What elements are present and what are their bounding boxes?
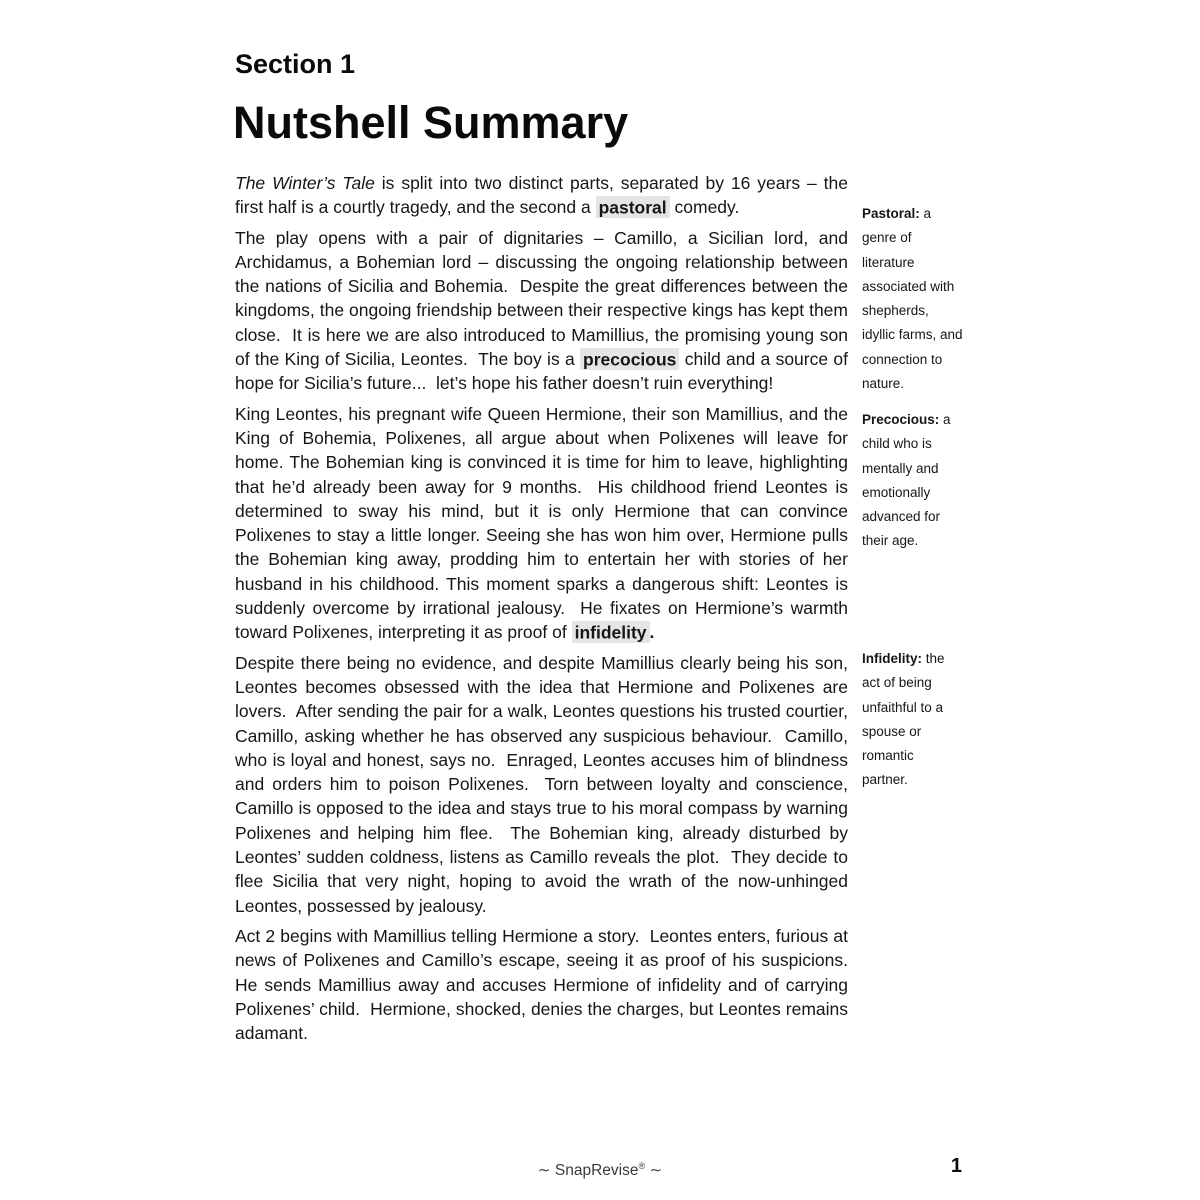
paragraph-2: The play opens with a pair of dignitaries – Camillo, a Sicilian lord, and Archidamus, a Bohemian lord – discussing the ongoing relationship between the nations of Sicilia and Bohemia. Despite the great differences between the kingdoms, the ongoing friendship between their respective kings has kept them close. It is here we are also introduced to Mamillius, the promising young son of the King of Sicilia, Leontes. The boy is a precocious child and a source of hope for Sicilia’s future... let’s hope his father doesn’t ruin everything!	[235, 227, 853, 394]
margin-glossary	[862, 0, 963, 1200]
definition-text: a genre of literature associated with shepherds, idyllic farms, and connection to nature.	[862, 206, 963, 392]
tilde-ornament: ∼	[537, 1162, 551, 1180]
definition-text: the act of being unfaithful to a spouse or romantic partner.	[862, 651, 945, 788]
definition-text: a child who is mentally and emotionally advanced for their age.	[862, 412, 951, 549]
page-number: 1	[950, 1155, 962, 1177]
section-heading: Section 1	[235, 49, 356, 79]
paragraph-3: King Leontes, his pregnant wife Queen Hermione, their son Mamillius, and the King of Bohemia, Polixenes, all argue about when Polixenes will leave for home. The Bohemian king is convinced it is time for him to leave, highlighting that he’d already been away for 9 months. His childhood friend Leontes is determined to sway his mind, but it is only Hermione that can convince Polixenes to stay a little longer. Seeing she has won him over, Hermione pulls the Bohemian king away, prodding him to entertain her with stories of her husband in his childhood. This moment sparks a dangerous shift: Leontes is suddenly overcome by irrational jealousy. He fixates on Hermione’s warmth toward Polixenes, interpreting it as proof of infidelity .	[235, 403, 853, 643]
definition-pastoral	[862, 202, 963, 396]
brand-name: SnapRevise	[554, 1162, 639, 1180]
paragraph-4: Despite there being no evidence, and despite Mamillius clearly being his son, Leontes becomes obsessed with the idea that Hermione and Polixenes are lovers. After sending the pair for a walk, Leontes questions his trusted courtier, Camillo, asking whether he has observed any suspicious behaviour. Camillo, who is loyal and honest, says no. Enraged, Leontes accuses him of blindness and orders him to poison Polixenes. Torn between loyalty and conscience, Camillo is opposed to the idea and stays true to his moral compass by warning Polixenes and helping him flee. The Bohemian king, already disturbed by Leontes’ sudden coldness, listens as Camillo reveals the plot. They decide to flee Sicilia that very night, hoping to avoid the wrath of the now-unhinged Leontes, possessed by jealousy.	[235, 652, 853, 916]
definition-term: Infidelity:	[862, 651, 922, 666]
registered-trademark-icon: ®	[638, 1161, 646, 1171]
paragraph-5: Act 2 begins with Mamillius telling Hermione a story. Leontes enters, furious at news of Polixenes and Camillo’s escape, seeing it as proof of his suspicions. He sends Mamillius away and accuses Hermione of infidelity and of carrying Polixenes’ child. Hermione, shocked, denies the charges, but Leontes remains adamant.	[235, 925, 858, 1044]
tilde-ornament: ∼	[649, 1162, 663, 1180]
summary-body	[235, 171, 858, 1051]
definition-precocious	[862, 408, 963, 554]
page-title: Nutshell Summary	[233, 97, 629, 148]
paragraph-1: The Winter’s Tale is split into two distinct parts, separated by 16 years – the first half is a courtly tragedy, and the second a pastoral comedy.	[235, 173, 853, 218]
definition-term: Pastoral:	[862, 206, 920, 221]
footer-brand	[0, 1161, 1200, 1180]
definition-term: Precocious:	[862, 412, 940, 427]
definition-infidelity	[862, 647, 963, 793]
